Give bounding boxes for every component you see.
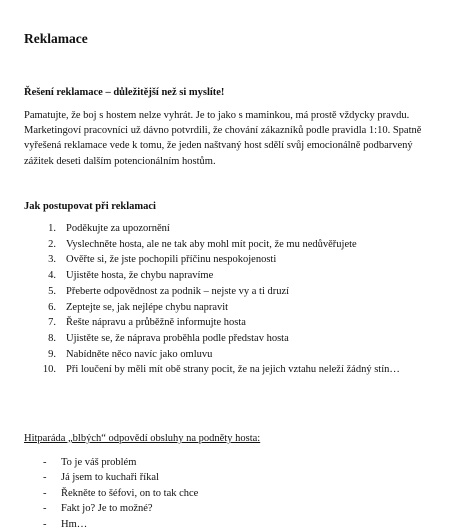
list-item-text: Nabídněte něco navíc jako omluvu <box>66 348 213 360</box>
list-item <box>24 284 400 300</box>
document-page <box>24 30 444 530</box>
list-item <box>24 501 198 516</box>
list-item <box>24 221 400 237</box>
list-item-text: Řekněte to šéfovi, on to tak chce <box>61 487 199 499</box>
hitparade-heading: Hitparáda „blbých“ odpovědí obsluhy na podněty hosta: <box>24 433 261 444</box>
intro-paragraph: Pamatujte, že boj s hostem nelze vyhrát. Je to jako s maminkou, má prostě vždycky pravdu. Marketingoví pracovníci už dávno potvrdili, že chování zákazníků podle pravidla 1:10. Spatně vyřešená reklamace vede k tomu, že jeden naštvaný host sdělí svůj emocionálně podbarvený zážitek deseti dalším potencionálním hostům. <box>24 110 422 167</box>
list-dash: - <box>43 518 47 530</box>
list-item-number: 4. <box>48 270 56 282</box>
list-item-text: Ověřte si, že jste pochopili příčinu nespokojenosti <box>66 254 277 266</box>
list-item-number: 7. <box>48 317 56 329</box>
list-item-text: To je váš problém <box>61 457 137 468</box>
list-item <box>24 331 400 347</box>
list-item <box>24 315 400 331</box>
list-item-text: Vyslechněte hosta, ale ne tak aby mohl mít pocit, že mu nedůvěřujete <box>66 238 357 250</box>
list-item <box>24 300 400 316</box>
list-dash: - <box>43 472 47 484</box>
list-item <box>24 455 198 470</box>
list-item-number: 5. <box>48 285 56 297</box>
steps-list <box>24 221 400 378</box>
list-item-number: 1. <box>48 223 56 234</box>
list-item-number: 2. <box>48 238 56 250</box>
list-item-number: 8. <box>48 332 56 344</box>
list-item-number: 3. <box>48 254 56 266</box>
list-item <box>24 347 400 363</box>
document-subtitle: Řešení reklamace – důležitější než si myslíte! <box>24 87 225 98</box>
list-item <box>24 517 198 532</box>
list-item <box>24 252 400 268</box>
list-item <box>24 362 400 378</box>
list-item-text: Přeberte odpovědnost za podnik – nejste vy a ti druzí <box>66 285 290 297</box>
list-item-text: Řešte nápravu a průběžně informujte hosta <box>66 317 246 329</box>
list-item-text: Hm… <box>61 518 88 530</box>
list-item-text: Ujistěte se, že náprava proběhla podle představ hosta <box>66 332 289 344</box>
list-item <box>24 486 198 501</box>
list-dash: - <box>43 487 47 499</box>
list-item-text: Zeptejte se, jak nejlépe chybu napravit <box>66 301 229 313</box>
list-item-number: 10. <box>42 364 56 376</box>
list-dash: - <box>43 503 47 515</box>
steps-heading: Jak postupovat při reklamaci <box>24 201 156 212</box>
list-item-number: 6. <box>48 301 56 313</box>
list-item-text: Já jsem to kuchaři říkal <box>61 472 159 484</box>
list-item-text: Ujistěte hosta, že chybu napravíme <box>66 270 214 282</box>
list-item-text: Poděkujte za upozornění <box>66 223 170 234</box>
list-dash: - <box>43 457 47 468</box>
list-item-text: Fakt jo? Je to možné? <box>61 503 153 515</box>
list-item <box>24 470 198 485</box>
list-item-number: 9. <box>48 348 56 360</box>
document-title: Reklamace <box>24 31 88 46</box>
answers-list <box>24 455 198 532</box>
list-item <box>24 268 400 284</box>
list-item <box>24 237 400 253</box>
list-item-text: Při loučení by měli mít obě strany pocit, že na jejich vztahu neleží žádný stín… <box>66 364 400 376</box>
